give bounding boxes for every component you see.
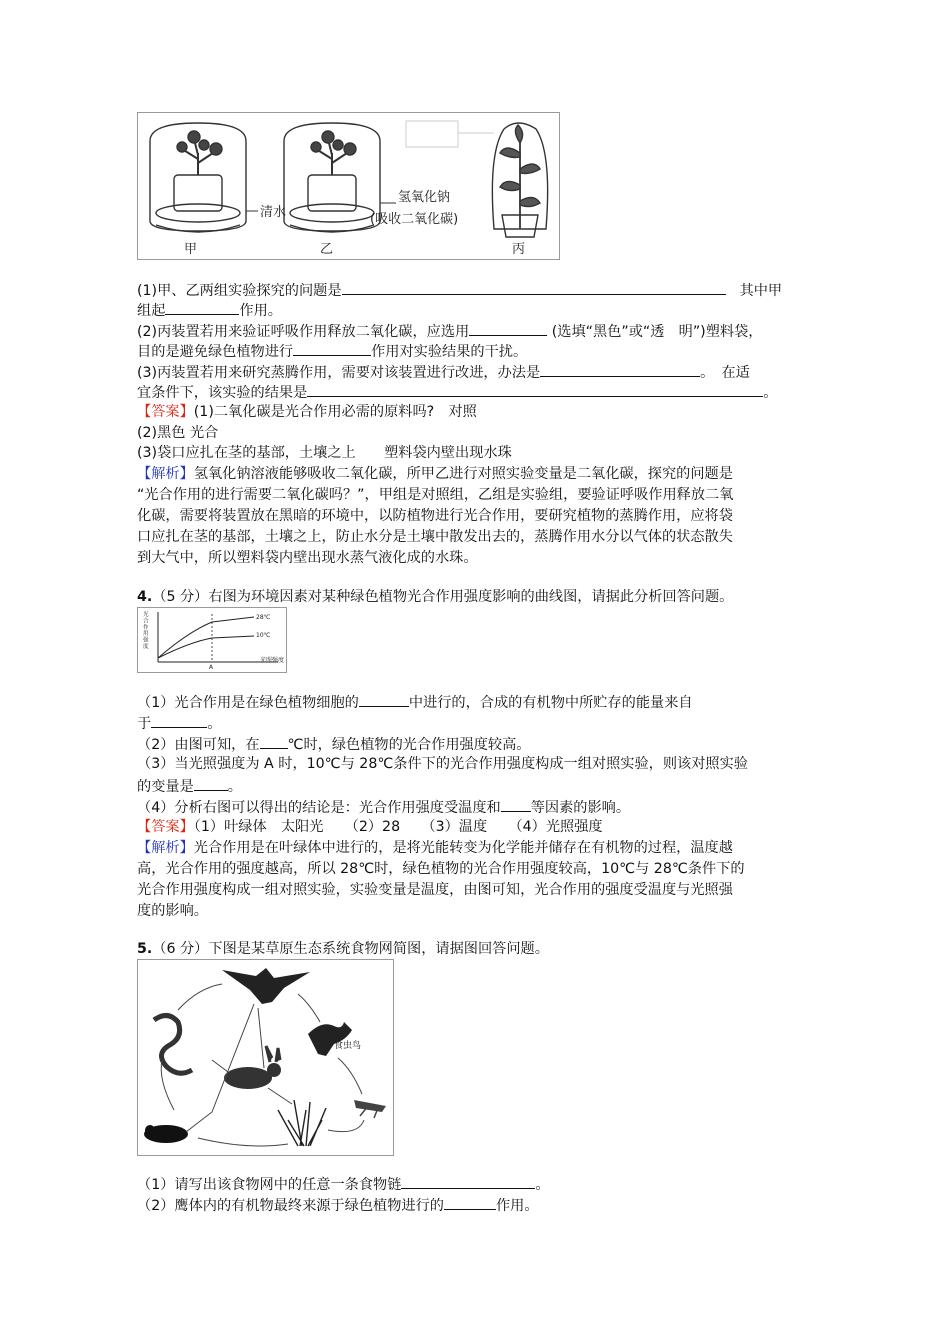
series-10c-label: 10℃ (256, 632, 271, 639)
photosynthesis-chart (137, 607, 287, 673)
answer-tag: 【答案】 (137, 819, 194, 835)
question-score: （6 分） (152, 941, 209, 957)
question-number: 4. (137, 589, 153, 605)
q4-line-6 (137, 797, 630, 818)
answer-blank[interactable] (307, 382, 763, 397)
label-naoh: 氢氧化钠 (398, 190, 451, 205)
q3-text: (1)甲、乙两组实验探究的问题是 (137, 283, 342, 299)
experiment-illustration (138, 113, 559, 259)
explanation-text: 口应扎在茎的基部，土壤之上，防止水分是土壤中散发出去的，蒸腾作用水分以气体的状态散失 (137, 529, 733, 545)
q3-answer-line-2 (137, 424, 218, 443)
q3-line-5 (137, 362, 750, 383)
explanation-text: 光合作用强度构成一组对照实验，实验变量是温度，由图可知，光合作用的强度受温度与光照强 (137, 882, 733, 898)
q4-text: 。 (207, 716, 222, 732)
q3-text: 其中甲 (739, 283, 783, 299)
q3-text: (3)丙装置若用来研究蒸腾作用，需要对该装置进行改进，办法是 (137, 365, 541, 381)
q3-text: 作用。 (239, 303, 282, 319)
series-10c-line (158, 636, 254, 658)
q3-text: 目的是避免绿色植物进行 (137, 344, 294, 360)
q3-line-4 (137, 341, 527, 362)
q3-line-2 (137, 300, 282, 321)
q5-line-2 (137, 1195, 539, 1216)
q3-text: (选填“黑色”或“透 明”)塑料袋， (551, 324, 763, 340)
q5-line-1 (137, 1174, 550, 1195)
answer-blank[interactable] (194, 776, 228, 791)
answer-blank[interactable] (342, 280, 726, 295)
q4-line-2 (137, 713, 221, 734)
q3-line-1 (137, 280, 782, 301)
food-web-figure (137, 959, 394, 1156)
q4-explain-line-2 (137, 860, 745, 879)
explanation-text: 度的影响。 (137, 903, 208, 919)
plant-bing (492, 123, 547, 237)
q4-text: 。 (227, 779, 242, 795)
series-28c-line (158, 617, 254, 658)
q3-text: 。 在适 (700, 365, 750, 381)
q4-text: 中进行的，合成的有机物中所贮存的能量来自 (408, 695, 693, 711)
q4-text: 于 (137, 716, 152, 732)
answer-blank[interactable] (165, 300, 239, 315)
q4-text: （1）光合作用是在绿色植物细胞的 (137, 695, 359, 711)
bird-label: 食虫鸟 (334, 1041, 362, 1051)
y-axis-label: 光合作用强度 (143, 612, 149, 650)
answer-blank[interactable] (501, 797, 531, 812)
snake-icon (154, 1015, 192, 1073)
answer-text: (3)袋口应扎在茎的基部，土壤之上 塑料袋内壁出现水珠 (137, 445, 512, 461)
explanation-text: 高，光合作用的强度越高，所以 28℃时，绿色植物的光合作用强度较高，10℃与 28℃条件下的 (137, 861, 745, 877)
label-jia: 甲 (184, 242, 198, 257)
q3-line-3 (137, 321, 762, 342)
q5-text: （2）鹰体内的有机物最终来源于绿色植物进行的 (137, 1198, 444, 1214)
q3-text: 。 (763, 385, 778, 401)
label-water: 清水 (260, 205, 287, 220)
food-web-illustration (138, 960, 393, 1155)
food-web-arrows (161, 984, 364, 1146)
explanation-text: 光合作用是在叶绿体中进行的，是将光能转变为化学能并储存在有机物的过程，温度越 (193, 840, 733, 856)
a-marker-label: A (209, 664, 214, 671)
q3-text: (2)丙装置若用来验证呼吸作用释放二氧化碳，应选用 (137, 324, 470, 340)
q3-explain-line-4 (137, 528, 733, 547)
answer-tag: 【答案】 (137, 404, 194, 420)
q5-text: 。 (535, 1177, 550, 1193)
q3-text: 作用对实验结果的干扰。 (371, 344, 528, 360)
q4-stem (137, 588, 733, 607)
explanation-tag: 【解析】 (137, 466, 194, 482)
q4-explain-line-3 (137, 881, 733, 900)
question-stem: 下图是某草原生态系统食物网简图，请据图回答问题。 (208, 941, 549, 957)
q3-text: 组起 (137, 303, 166, 319)
label-absorb-co2: (吸收二氧化碳) (370, 212, 459, 227)
series-28c-label: 28℃ (256, 614, 271, 621)
q4-explain-line-4 (137, 902, 208, 921)
x-axis-label: 光照强度 (260, 657, 285, 664)
q4-text: （4）分析右图可以得出的结论是：光合作用强度受温度和 (137, 800, 501, 816)
q3-answer-line-3 (137, 444, 512, 463)
jar-jia (150, 123, 246, 232)
answer-text: (2)黑色 光合 (137, 425, 219, 441)
answer-text: （1）叶绿体 太阳光 （2）28 （3）温度 （4）光照强度 (193, 819, 603, 835)
explanation-text: 到大气中，所以塑料袋内壁出现水蒸气液化成的水珠。 (137, 550, 478, 566)
question-score: （5 分） (152, 589, 209, 605)
q4-line-4 (137, 755, 748, 774)
grasshopper-icon (354, 1100, 386, 1118)
rabbit-icon (224, 1046, 281, 1089)
q4-explain-line-1 (137, 839, 733, 858)
explanation-text: “光合作用的进行需要二氧化碳吗？”，甲组是对照组，乙组是实验组，要验证呼吸作用释放二氧 (137, 487, 734, 503)
question-stem: 右图为环境因素对某种绿色植物光合作用强度影响的曲线图，请据此分析回答问题。 (208, 589, 734, 605)
experiment-figure (137, 112, 560, 260)
answer-blank[interactable] (359, 692, 409, 707)
q4-text: 的变量是 (137, 779, 194, 795)
answer-text: (1)二氧化碳是光合作用必需的原料吗? 对照 (193, 404, 477, 420)
q3-text: 宜条件下，该实验的结果是 (137, 385, 308, 401)
explanation-text: 氢氧化钠溶液能够吸收二氧化碳，所甲乙进行对照实验变量是二氧化碳，探究的问题是 (193, 466, 733, 482)
q4-answer (137, 818, 603, 837)
answer-blank[interactable] (260, 734, 288, 749)
chart-svg (138, 608, 286, 672)
q3-answer-line-1 (137, 403, 477, 422)
q3-explain-line-5 (137, 549, 478, 568)
q5-text: 作用。 (495, 1198, 539, 1214)
explanation-text: 化碳，需要将装置放在黑暗的环境中，以防植物进行光合作用，要研究植物的蒸腾作用，应将袋 (137, 508, 733, 524)
label-bing: 丙 (512, 242, 526, 257)
label-yi: 乙 (320, 242, 334, 257)
q3-explain-line-3 (137, 507, 733, 526)
q4-text: ℃时，绿色植物的光合作用强度较高。 (287, 737, 531, 753)
answer-blank[interactable] (151, 713, 207, 728)
answer-blank[interactable] (293, 341, 371, 356)
q4-line-3 (137, 734, 530, 755)
explanation-tag: 【解析】 (137, 840, 194, 856)
mouse-icon (144, 1125, 188, 1143)
jar-yi (284, 123, 380, 232)
q3-line-6 (137, 382, 777, 403)
q3-explain-line-2 (137, 486, 733, 505)
q5-text: （1）请写出该食物网中的任意一条食物链 (137, 1177, 402, 1193)
q4-text: （3）当光照强度为 A 时，10℃与 28℃条件下的光合作用强度构成一组对照实验，则该对照实验 (137, 756, 748, 772)
answer-blank[interactable] (401, 1174, 535, 1189)
answer-blank[interactable] (444, 1195, 496, 1210)
q4-line-1 (137, 692, 693, 713)
eagle-icon (222, 968, 310, 1004)
q4-text: 等因素的影响。 (530, 800, 631, 816)
q5-stem (137, 940, 549, 959)
q4-line-5 (137, 776, 242, 797)
q4-text: （2）由图可知，在 (137, 737, 260, 753)
answer-blank[interactable] (540, 362, 700, 377)
question-number: 5. (137, 941, 153, 957)
grass-icon (278, 1100, 326, 1146)
q3-explain-line-1 (137, 465, 733, 484)
answer-blank[interactable] (469, 321, 547, 336)
